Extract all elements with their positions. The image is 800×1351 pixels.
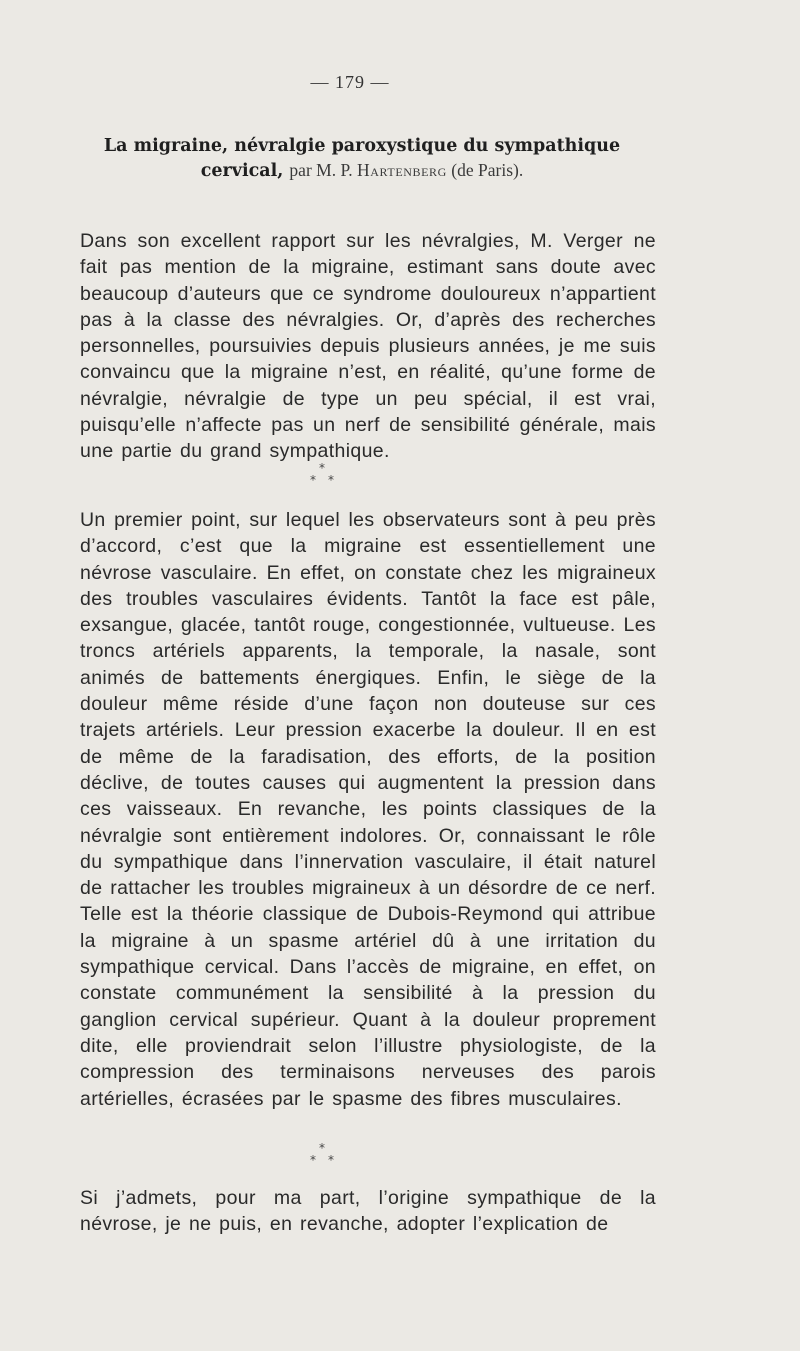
article-heading bbox=[80, 134, 644, 183]
paragraph-3: Si j’admets, pour ma part, l’origine sympathique de la névrose, je ne puis, en revanche, adopter l’explication de bbox=[80, 1187, 656, 1236]
article-title-line2 bbox=[80, 158, 644, 183]
asterisk-glyph: * bbox=[328, 473, 334, 487]
paragraph-1: Dans son excellent rapport sur les névralgies, M. Verger ne fait pas mention de la migraine, estimant sans doute avec beaucoup d’auteurs que ce syndrome douloureux n’appartient pas à la classe des névralgies. Or, d’après des recherches personnelles, poursuivies depuis plusieurs années, je me suis convaincu que la migraine n’est, en réalité, qu’une forme de névralgie, névralgie de type un peu spécial, il est vrai, puisqu’elle n’affecte pas un nerf de sensibilité générale, mais une partie du grand sympathique. bbox=[80, 230, 656, 463]
article-title-line1: La migraine, névralgie paroxystique du sympathique bbox=[103, 136, 621, 156]
asterisk-glyph: * bbox=[328, 1153, 334, 1167]
asterism-separator-1 bbox=[304, 462, 348, 494]
author-name: Hartenberg bbox=[357, 160, 447, 180]
author-place: (de Paris). bbox=[451, 160, 524, 180]
asterisk-glyph: * bbox=[310, 473, 316, 487]
article-title-end: cervical, bbox=[200, 161, 284, 181]
asterisk-glyph: * bbox=[319, 1141, 325, 1155]
paragraph-2: Un premier point, sur lequel les observateurs sont à peu près d’accord, c’est que la migraine est essentiellement une névrose vasculaire. En effet, on constate chez les migraineux des troubles vasculaires évidents. Tantôt la face est pâle, exsangue, glacée, tantôt rouge, congestionnée, vultueuse. Les troncs artériels apparents, la temporale, la nasale, sont animés de battements énergiques. Enfin, le siège de la douleur même réside d’une façon non douteuse sur ces trajets artériels. Leur pression exacerbe la douleur. Il en est de même de la faradisation, des efforts, de la position déclive, de toutes causes qui augmentent la pression dans ces vaisseaux. En revanche, les points classiques de la névralgie sont entièrement indolores. Or, connaissant le rôle du sympathique dans l’innervation vasculaire, il était naturel de rattacher les troubles migraineux à un désordre de ce nerf. Telle est la théorie classique de Dubois-Reymond qui attribue la migraine à un spasme artériel dû à une irritation du sympathique cervical. Dans l’accès de migraine, en effet, on constate communément la sensibilité à la pression du ganglion cervical supérieur. Quant à la douleur proprement dite, elle proviendrait selon l’illustre physiologiste, de la compression des terminaisons nerveuses des parois artérielles, écrasées par le spasme des fibres musculaires. bbox=[80, 509, 656, 1110]
page-number: — 179 — bbox=[310, 72, 390, 92]
asterisk-glyph: * bbox=[310, 1153, 316, 1167]
byline bbox=[289, 160, 523, 180]
byline-par: par M. P. bbox=[289, 160, 353, 180]
asterisk-glyph: * bbox=[319, 461, 325, 475]
asterism-separator-2 bbox=[304, 1142, 348, 1174]
